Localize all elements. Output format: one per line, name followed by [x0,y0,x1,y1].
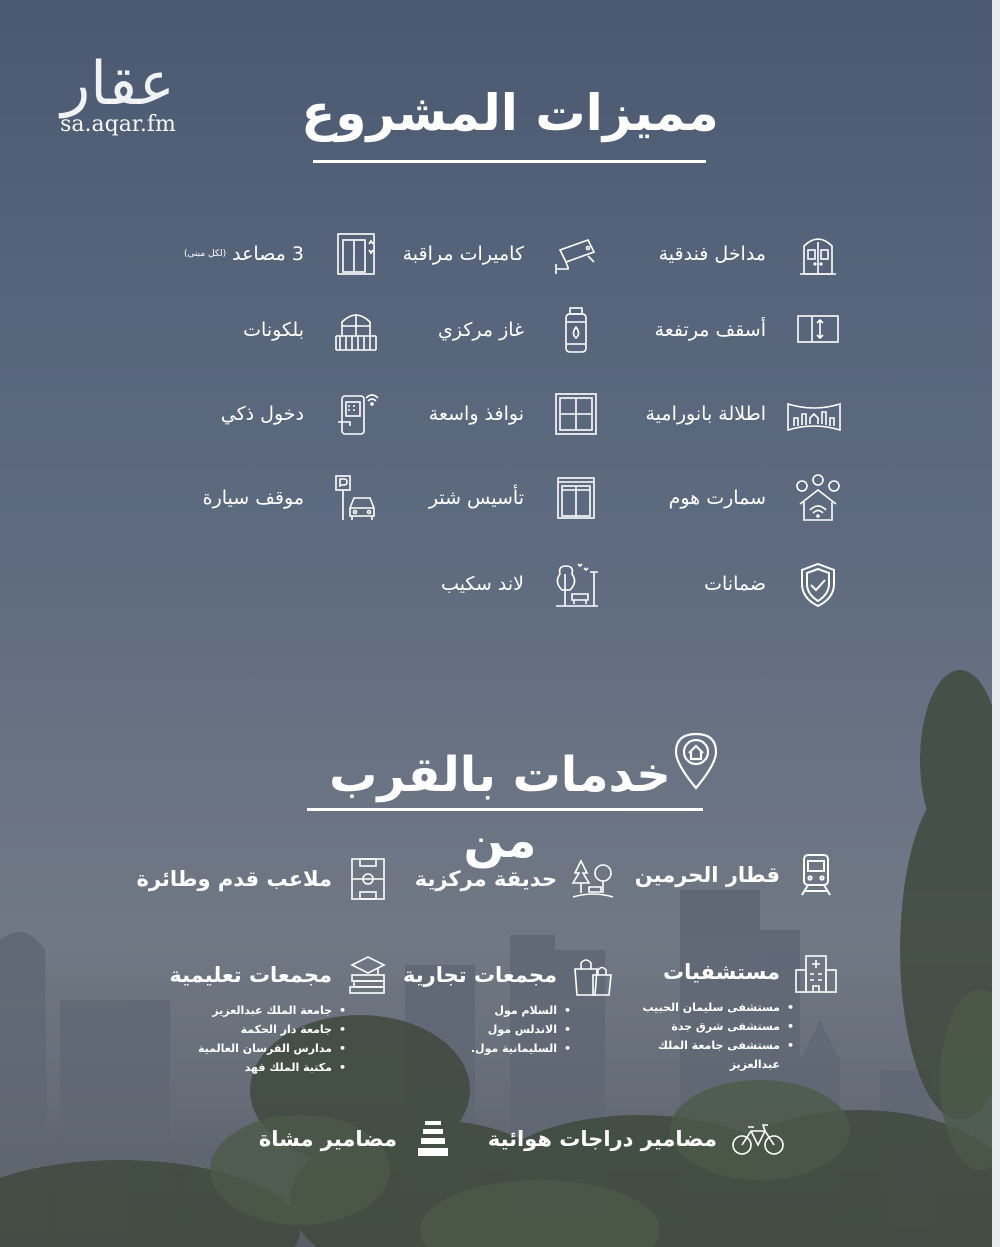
feature-label: بلكونات [243,319,304,341]
mall-list [403,1001,557,1058]
service-label: مضامير دراجات هوائية [487,1127,717,1151]
service-label: مضامير مشاة [258,1127,397,1151]
feature-label: تأسيس شتر [428,487,524,509]
smart-lock-icon [332,390,380,438]
park-trees-icon [571,857,615,901]
feature-label: غاز مركزي [437,319,524,341]
balcony-icon [332,306,380,354]
walkway-icon [411,1117,455,1161]
list-item: الاندلس مول • [403,1020,557,1039]
service-sports-fields [137,857,390,901]
service-label: مستشفيات [663,960,780,984]
service-label: ملاعب قدم وطائرة [136,867,332,891]
service-central-park [415,857,615,901]
feature-panoramic-view [646,390,843,438]
features-title-underline [313,160,706,163]
aqar-logo [38,49,198,137]
feature-label: دخول ذكي [220,403,304,425]
shield-check-icon [794,560,842,608]
feature-central-gas [438,306,600,354]
feature-high-ceilings [655,306,842,354]
list-item: مستشفى شرق جدة • [642,1017,780,1036]
feature-shutter-provision [429,474,600,522]
high-ceiling-icon [794,306,842,354]
feature-label: 3 مصاعد [232,243,304,265]
service-label: حديقة مركزية [414,867,557,891]
feature-label: أسقف مرتفعة [654,319,766,341]
elevator-icon [332,230,380,278]
security-camera-icon [552,230,600,278]
hotel-door-icon [794,230,842,278]
list-item: مدارس الفرسان العالمية • [169,1039,332,1058]
bicycle-icon [731,1117,785,1161]
feature-smart-home [669,474,842,522]
parking-icon [332,474,380,522]
books-icon [346,953,390,997]
feature-label: كاميرات مراقبة [402,243,524,265]
shopping-bags-icon [571,953,615,997]
service-education [169,953,390,1077]
feature-label: موقف سيارة [202,487,304,509]
list-item: جامعة الملك عبدالعزيز • [169,1001,332,1020]
service-malls [403,953,615,1058]
service-label: مجمعات تجارية [403,963,557,987]
features-title: مميزات المشروع [301,84,719,142]
list-item: السليمانية مول. • [403,1039,557,1058]
gas-cylinder-icon [552,306,600,354]
list-item: مكتبة الملك فهد • [169,1058,332,1077]
feature-label: مداخل فندقية [658,243,766,265]
service-label: قطار الحرمين [634,863,780,887]
list-item-continuation: عبدالعزيز [729,1058,780,1071]
services-title-underline [307,808,703,811]
feature-label: سمارت هوم [668,487,766,509]
feature-cctv [403,230,600,278]
feature-wide-windows [429,390,600,438]
feature-landscape [441,560,600,608]
education-list [169,1001,332,1077]
hospital-list [642,998,780,1074]
service-bike-tracks [488,1117,785,1161]
feature-parking [203,474,380,522]
football-field-icon [346,857,390,901]
service-walkways [259,1117,455,1161]
feature-label: نوافذ واسعة [428,403,524,425]
hospital-icon [794,950,838,994]
train-icon [794,853,838,897]
page-edge [992,0,1000,1247]
logo-url: sa.aqar.fm [60,112,176,137]
list-item: جامعة دار الحكمة • [169,1020,332,1039]
feature-label: لاند سكيب [441,573,524,595]
shutter-icon [552,474,600,522]
logo-wordmark: عقار [61,49,175,119]
feature-note: (لكل مبنى) [183,249,227,259]
list-item: مستشفى جامعة الملك • [642,1036,780,1055]
service-label: مجمعات تعليمية [169,963,332,987]
smart-home-icon [794,474,842,522]
service-haramain-train [635,853,838,897]
feature-label: اطلالة بانورامية [645,403,766,425]
panorama-view-icon [794,390,842,438]
feature-warranties [704,560,842,608]
service-hospitals [642,950,838,1074]
feature-smart-entry [221,390,380,438]
landscape-icon [552,560,600,608]
list-item: مستشفى سليمان الحبيب • [642,998,780,1017]
feature-elevators [184,230,380,278]
feature-hotel-entrances [659,230,842,278]
services-title: خدمات بالقرب من [329,747,671,869]
window-icon [552,390,600,438]
feature-label: ضمانات [704,573,766,595]
feature-balconies [243,306,380,354]
list-item: السلام مول • [403,1001,557,1020]
